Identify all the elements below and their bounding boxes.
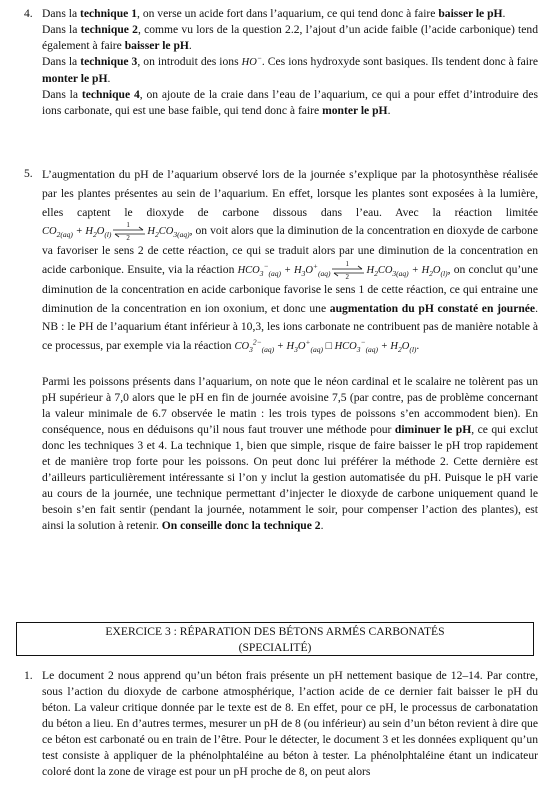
equation-bicarbonate: $HCO_3^-_{(aq)} + H_3O^+_{(aq)}$ 1 2 $H_2CO_{3(aq)} + H_2O_{(l)}$	[237, 259, 448, 281]
technique-4-paragraph: Dans la technique 4, on ajoute de la craie dans l’eau de l’aquarium, ce qui a pour effet d’introduire des ions carbonate, qui est une base faible, qui tend donc à faire monter le pH.	[42, 88, 539, 117]
answer-item-5	[24, 166, 538, 357]
equation-carbonate: $CO_3^{2-}_{(aq)} + H_3O^+_{(aq)}$ □ $HCO_3^-_{(aq)} + H_2O_{(l)}$	[234, 337, 417, 355]
exercise-title-box	[16, 622, 534, 656]
fish-tolerance-paragraph: Parmi les poissons présents dans l’aquarium, on note que le néon cardinal et le scalaire ne tolèrent pas un pH supérieur à 7,0 alors que le pH en fin de journée avoisine 7,5 (par contre, pas de problème concernant la valeur minimale de 6.7 observée le matin : les trois types de poissons s’en accommodent bien). En conséquence, nous en déduisons qu’il nous faut trouver une méthode pour diminuer le pH, ce qui exclut donc les techniques 3 et 4. La technique 1, bien que simple, risque de faire baisser le pH trop rapidement et de manière trop forte pour les poissons. On peut donc lui préférer la méthode 2. Cette dernière est d’ailleurs particulièrement intéressante si l’on y inclut la gestion automatisée du pH. Puisque le pH varie au cours de la journée, une technique permettant d’injecter le dioxyde de carbone uniquement quand le besoin s’en fait sentir (pendant la journée, notamment le soir, pour compenser l’action des plantes), est ainsi la solution à retenir. On conseille donc la technique 2.	[42, 375, 539, 532]
answer-item-1	[24, 668, 538, 780]
photosynthesis-paragraph: L’augmentation du pH de l’aquarium observé lors de la journée s’explique par la photosynthèse réalisée par les plantes présentes au sein de l’aquarium. En effet, lorsque les plantes sont exposées à la lumière, elles captent le dioxyde de carbone dissous dans l’eau. Avec la réaction limitée $CO_{2(aq)} + H_2O_{(l)}$ 1 2 $H_2CO_{3(aq)}$, on voit alors que la diminution de la concentration en dioxyde de carbone va favoriser le sens 2 de cette réaction, ce qui se traduit alors par une diminution de la concentration en acide carbonique. Ensuite, via la réaction $HCO_3^-_{(aq)} + H_3O^+_{(aq)}$ 1 2 $H_2CO_{3(aq)} + H_2O_{(l)}$, on conclut qu’une diminution de la concentration en acide carbonique favorise le sens 1 de cette réaction, ce qui entraine une diminution de la concentration en ion oxonium, et donc une augmentation du pH constaté en journée. NB : le PH de l’aquarium étant inférieur à 10,3, les ions carbonate ne contribuent pas de manière notable à ce processus, par exemple via la réaction $CO_3^{2-}_{(aq)} + H_3O^+_{(aq)}$ □ $HCO_3^-_{(aq)} + H_2O_{(l)}$.	[42, 168, 538, 355]
equilibrium-arrow-icon: 1 2	[331, 264, 365, 278]
answer-item-4	[24, 6, 538, 119]
item-number: 4.	[24, 7, 33, 20]
exercise-subtitle: (SPECIALITÉ)	[238, 641, 312, 654]
equation-co2-hydration: $CO_{2(aq)} + H_2O_{(l)}$ 1 2 $H_2CO_{3(aq)}$	[42, 220, 190, 242]
technique-1-paragraph: Dans la technique 1, on verse un acide fort dans l’aquarium, ce qui tend donc à faire baisser le pH.	[42, 7, 506, 20]
exercise-title: EXERCICE 3 : RÉPARATION DES BÉTONS ARMÉS CARBONATÉS	[105, 625, 445, 638]
hydroxide-ion-formula: HO−	[241, 53, 262, 68]
item-5-body	[42, 166, 538, 357]
item-number: 1.	[24, 669, 33, 682]
technique-2-paragraph: Dans la technique 2, comme vu lors de la question 2.2, l’ajout d’un acide faible (l’acide carbonique) tend également à faire baisser le pH.	[42, 23, 538, 52]
item-1-body: Le document 2 nous apprend qu’un béton frais présente un pH nettement basique de 12–14. Par contre, sous l’action du dioxyde de carbone atmosphérique, l’action acide de ce dernier fait baisser le pH du béton. La valeur critique donnée par le texte est de 8. En effet, pour ce pH, le processus de carbonatation du béton a lieu. En d’autres termes, mesurer un pH de 8 (ou inférieur) au sein d’un béton revient à dire que ce béton est carbonaté ou en train de l’être. Pour le détecter, le document 3 et les données expliquent qu’un test consiste à appliquer de la phénolphtaléine au béton à tester. La phénolphtaléine étant un indicateur coloré dont la zone de virage est pour un pH proche de 8, on peut alors	[42, 669, 538, 778]
item-number: 5.	[24, 167, 33, 180]
equilibrium-arrow-icon: 1 2	[112, 225, 146, 239]
technique-3-paragraph: Dans la technique 3, on introduit des ions HO−. Ces ions hydroxyde sont basiques. Ils tendent donc à faire monter le pH.	[42, 53, 538, 85]
item-4-body	[42, 6, 538, 119]
